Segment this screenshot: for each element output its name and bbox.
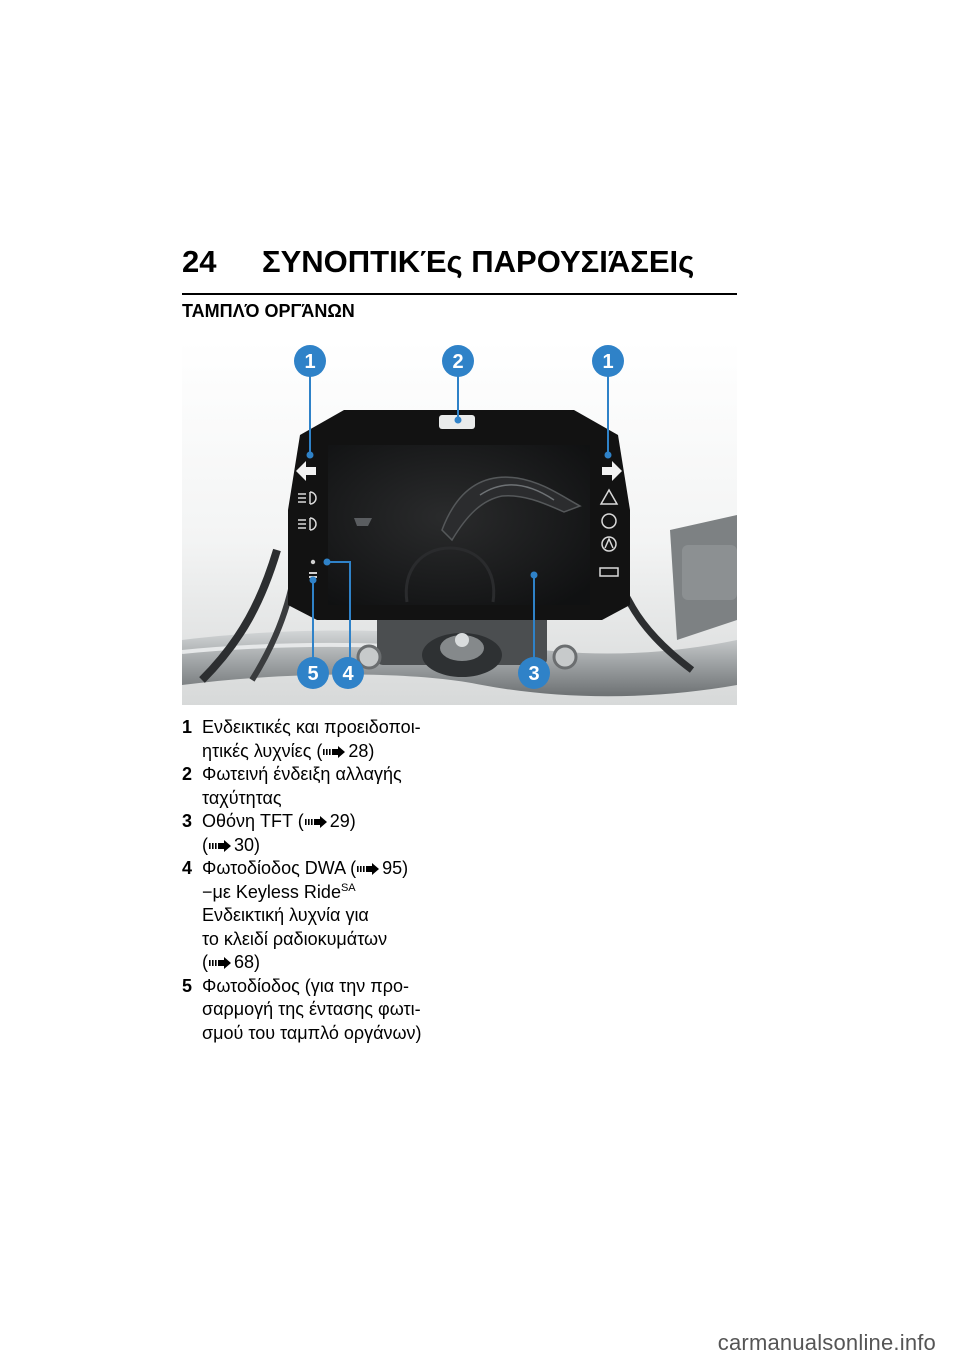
legend-line-text: ταχύτητας xyxy=(202,787,282,808)
legend-item-number: 3 xyxy=(182,811,193,831)
legend-line xyxy=(202,740,472,764)
page-number: 24 xyxy=(182,244,217,279)
page-reference-link[interactable]: 95 xyxy=(382,858,403,878)
legend-line-text: ( xyxy=(202,834,208,855)
legend-line-suffix: ) xyxy=(254,834,261,855)
legend-item xyxy=(182,975,472,1046)
superscript-code: SA xyxy=(340,881,356,894)
legend-item-text xyxy=(202,763,472,810)
legend-item-number: 1 xyxy=(182,717,193,737)
page-reference-arrow-icon xyxy=(209,952,231,964)
legend-line-suffix: ) xyxy=(349,811,356,831)
legend-line-suffix: ) xyxy=(402,858,409,878)
legend-line-text: −με Keyless Ride xyxy=(202,881,341,902)
legend-line-text: το κλειδί ραδιοκυμάτων xyxy=(202,928,388,949)
legend-item-number: 2 xyxy=(182,764,193,784)
watermark: carmanualsonline.info xyxy=(717,1330,936,1355)
legend-item xyxy=(182,763,472,810)
page-reference-arrow-icon xyxy=(357,858,379,870)
page-reference-link[interactable]: 30 xyxy=(234,834,255,855)
legend-line xyxy=(202,998,472,1022)
legend-line-text: Φωτοδίοδος DWA ( xyxy=(202,858,357,878)
legend-line xyxy=(202,763,472,787)
legend-line xyxy=(202,904,472,928)
legend-line xyxy=(202,1022,472,1046)
legend-list xyxy=(182,716,472,1045)
section-title: ΤΑΜΠΛΌ ΟΡΓΆΝΩΝ xyxy=(182,301,355,321)
page-reference-arrow-icon xyxy=(209,835,231,847)
callout-number: 5 xyxy=(307,663,319,685)
legend-line xyxy=(202,787,472,811)
legend-line-text: Φωτοδίοδος (για την προ- xyxy=(202,975,409,996)
callout-badge-4 xyxy=(332,657,364,689)
legend-item xyxy=(182,716,472,763)
legend-line-suffix: ) xyxy=(254,952,261,972)
callout-number: 1 xyxy=(602,351,614,373)
callout-number: 4 xyxy=(342,663,354,685)
legend-line xyxy=(202,881,472,905)
legend-item-number: 5 xyxy=(182,975,193,996)
callout-badge-3 xyxy=(518,657,550,689)
header-rule xyxy=(182,293,737,295)
legend-line-text: ( xyxy=(202,952,208,972)
legend-line-text: Ενδεικτικές και προειδοποι- xyxy=(202,717,421,737)
page-reference-arrow-icon xyxy=(323,741,345,753)
legend-item xyxy=(182,810,472,857)
legend-line-text: ητικές λυχνίες ( xyxy=(202,740,323,761)
chapter-title: ΣΥΝΟΠΤΙΚΈς ΠΑΡΟΥΣΙΆΣΕΙς xyxy=(262,244,695,279)
legend-item-number: 4 xyxy=(182,858,193,878)
legend-item-text xyxy=(202,810,472,857)
legend-line-text: Οθόνη TFT ( xyxy=(202,811,304,831)
callout-number: 2 xyxy=(452,351,464,373)
callout-badge-1-right xyxy=(592,345,624,377)
legend-line xyxy=(202,834,472,858)
callout-number: 3 xyxy=(528,663,540,685)
legend-line-suffix: ) xyxy=(368,740,375,761)
legend-line xyxy=(202,810,472,834)
legend-line-text: Ενδεικτική λυχνία για xyxy=(202,905,369,925)
legend-item-text xyxy=(202,975,472,1046)
legend-line xyxy=(202,975,472,999)
legend-line-text: σαρμογή της έντασης φωτι- xyxy=(202,999,421,1019)
legend-item-text xyxy=(202,716,472,763)
legend-line-text: σμού του ταμπλό οργάνων) xyxy=(202,1022,422,1043)
legend-line-text: Φωτεινή ένδειξη αλλαγής xyxy=(202,764,402,784)
callout-badge-1-left xyxy=(294,345,326,377)
instrument-cluster-photo xyxy=(182,340,737,705)
legend-item-text xyxy=(202,857,472,975)
page-reference-link[interactable]: 68 xyxy=(234,952,255,972)
callout-badge-2 xyxy=(442,345,474,377)
legend-line xyxy=(202,951,472,975)
callout-number: 1 xyxy=(304,351,316,373)
legend-line xyxy=(202,928,472,952)
callout-badge-5 xyxy=(297,657,329,689)
legend-line xyxy=(202,857,472,881)
page-reference-arrow-icon xyxy=(305,811,327,823)
legend-item xyxy=(182,857,472,975)
legend-line xyxy=(202,716,472,740)
page-header xyxy=(182,242,737,282)
page-reference-link[interactable]: 28 xyxy=(348,740,369,761)
page-reference-link[interactable]: 29 xyxy=(329,811,350,831)
